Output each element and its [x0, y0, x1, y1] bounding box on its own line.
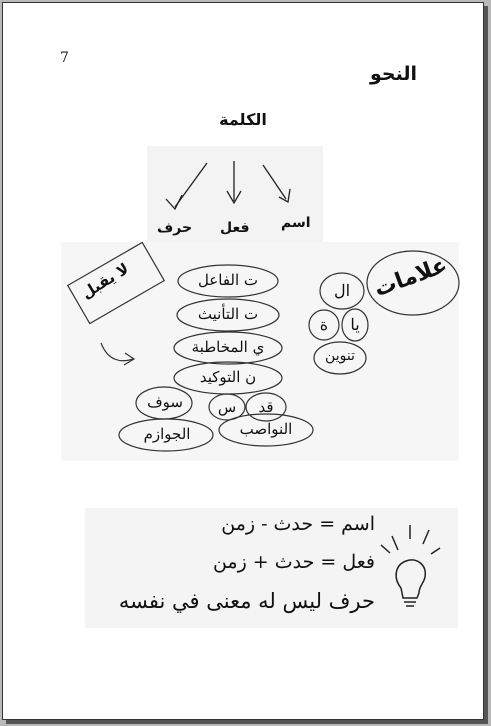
verb-sign-3: ي المخاطبة: [191, 338, 265, 356]
verb-sign-6: س: [217, 398, 237, 416]
verb-sign-7: سوف: [147, 393, 183, 411]
verb-sign-2: ت التأنيث: [197, 305, 259, 323]
definition-particle: حرف ليس له معنى في نفسه: [118, 589, 375, 613]
noun-sign-ta-marbuta: ة: [319, 315, 329, 334]
definition-verb: فعل = حدث + زمن: [212, 551, 375, 573]
verb-sign-5: قد: [258, 398, 274, 416]
verb-sign-4: ن التوكيد: [199, 368, 257, 386]
noun-sign-tanween: تنوين: [325, 348, 355, 364]
header-title: النحو: [369, 63, 417, 85]
noun-sign-ya: يا: [350, 315, 360, 334]
not-accept-label: لا يقبل: [78, 259, 133, 303]
verb-sign-8: النواصب: [239, 420, 293, 438]
definition-noun: اسم = حدث - زمن: [221, 513, 375, 535]
signs-label: علامات: [371, 252, 451, 303]
word-type-particle: حرف: [157, 220, 193, 236]
page: [2, 2, 484, 720]
section-title: الكلمة: [219, 110, 267, 129]
page-number: 7: [60, 50, 69, 66]
word-type-verb: فعل: [220, 220, 250, 236]
word-type-noun: اسم: [281, 215, 311, 231]
verb-sign-9: الجوازم: [143, 425, 191, 443]
noun-sign-al: ال: [333, 281, 351, 300]
verb-sign-1: ت الفاعل: [197, 271, 259, 289]
